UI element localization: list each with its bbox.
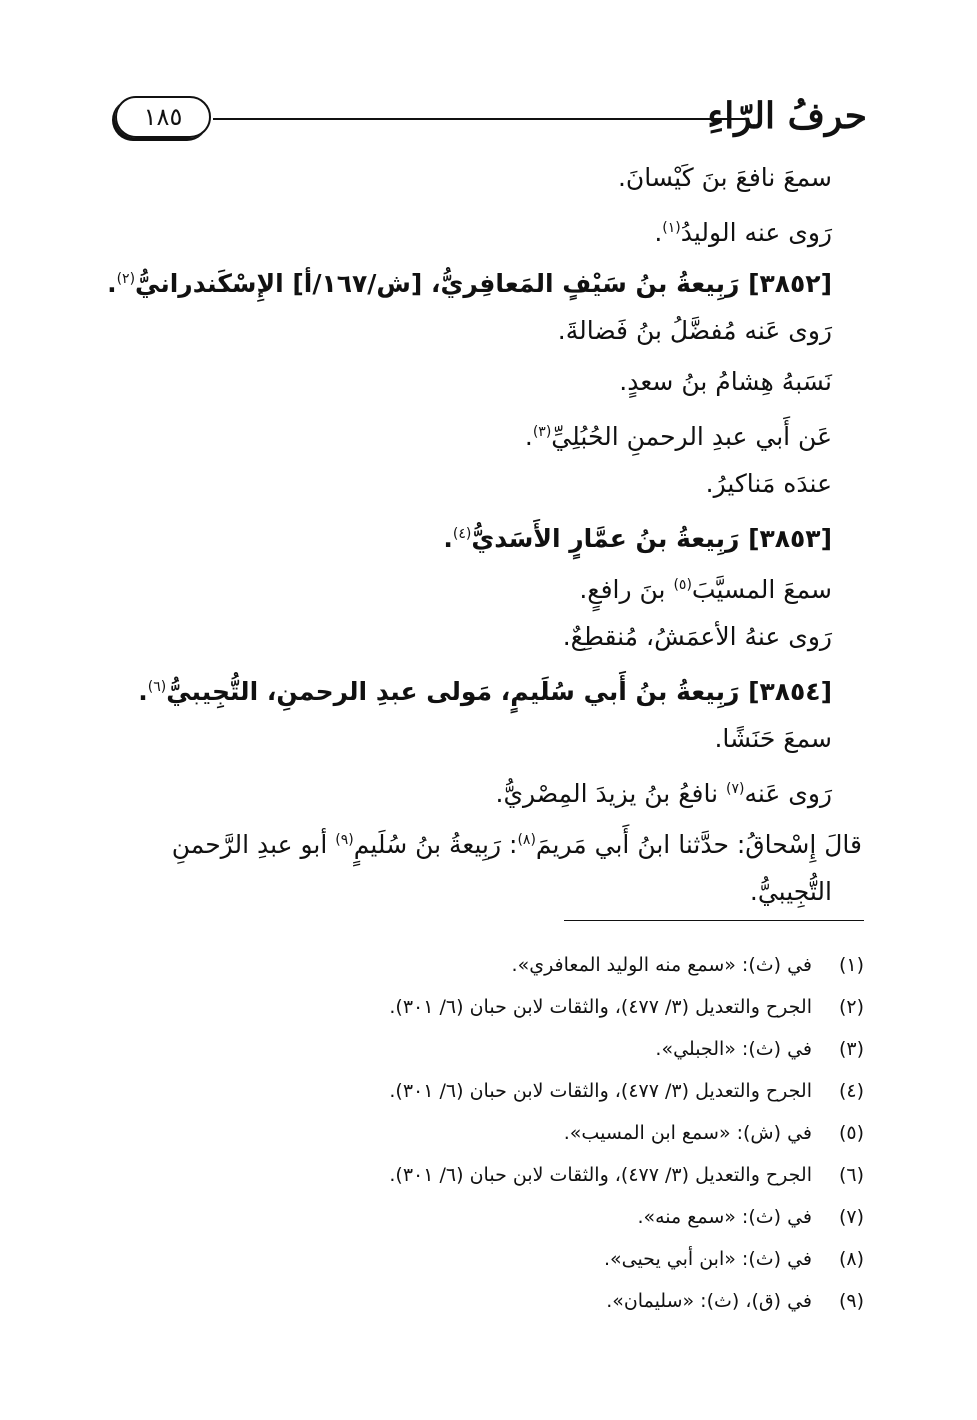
footnote-number: (٢): [838, 996, 864, 1018]
footnote-item: [150, 1280, 864, 1322]
line-text: رَوى عَنه مُفضَّلُ بنُ فَضالةَ.: [557, 316, 832, 345]
footnote-item: [150, 1154, 864, 1196]
text-line: [110, 560, 832, 611]
footnote-number: (٥): [838, 1122, 864, 1144]
line-text: [٣٨٥٢] رَبِيعةُ بنُ سَيْفٍ المَعافِريُّ، [ش/١٦٧/أ] الإِسْكَندرانيُّ: [135, 269, 832, 298]
page-number: ١٨٥: [115, 96, 211, 138]
footnote-number: (٣): [838, 1038, 864, 1060]
footnote-text: الجرح والتعديل (٣/ ٤٧٧)، والثقات لابن حبان (٦/ ٣٠١).: [389, 1164, 812, 1186]
entry-heading: [110, 662, 832, 713]
text-line: [110, 815, 862, 866]
footnote-text: في (ق)، (ث): «سليمان».: [606, 1290, 812, 1312]
line-text: قالَ إِسْحاقُ: حدَّثنا ابنُ أَبي مَريمَ: [535, 830, 862, 859]
text-line: [110, 611, 832, 662]
line-text: رَوى عَنه: [744, 779, 832, 808]
line-tail: نافعُ بنُ يزيدَ المِصْريُّ.: [495, 779, 726, 808]
footnote-ref: (٩): [335, 832, 354, 848]
line-tail: .: [524, 422, 533, 451]
line-text: سمعَ نافعَ بنَ كَيْسانَ.: [617, 163, 832, 192]
footnote-item: [150, 1070, 864, 1112]
footnote-ref: (٧): [726, 781, 745, 797]
footnote-ref: (٦): [147, 679, 167, 695]
text-line: [110, 866, 832, 917]
line-tail: .: [443, 524, 453, 553]
line-text: [٣٨٥٤] رَبِيعةُ بنُ أَبي سُلَيمٍ، مَولى عبدِ الرحمنِ، التُّجِيبيُّ: [166, 677, 832, 706]
text-line: [110, 305, 832, 356]
footnote-ref: (٤): [452, 526, 472, 542]
line-tail: أبو عبدِ الرَّحمنِ: [171, 830, 336, 859]
text-line: [110, 203, 832, 254]
line-text: عَن أَبي عبدِ الرحمنِ الحُبُلِيِّ: [551, 422, 832, 451]
footnote-number: (٤): [838, 1080, 864, 1102]
footnotes: [150, 944, 864, 1322]
footnote-text: في (ش): «سمع ابن المسيب».: [563, 1122, 812, 1144]
footnote-text: في (ث): «سمع منه الوليد المعافري».: [511, 954, 812, 976]
line-text: نَسَبهُ هِشامُ بنُ سعدٍ.: [619, 367, 832, 396]
footnote-item: [150, 986, 864, 1028]
entry-heading: [107, 254, 832, 305]
line-text: [٣٨٥٣] رَبِيعةُ بنُ عمَّارٍ الأَسَديُّ: [471, 524, 832, 553]
footnote-number: (٨): [838, 1248, 864, 1270]
page-header: [115, 92, 867, 144]
line-tail: : رَبِيعةُ بنُ سُلَيمٍ: [353, 830, 518, 859]
text-line: [110, 764, 832, 815]
footnote-number: (٧): [838, 1206, 864, 1228]
line-tail: .: [107, 269, 117, 298]
line-text: سمعَ حَنَشًا.: [714, 724, 832, 753]
line-text: عندَه مَناكيرُ.: [705, 469, 832, 498]
text-line: [110, 356, 832, 407]
line-text: سمعَ المسيَّبَ: [691, 575, 832, 604]
footnote-ref: (٣): [532, 424, 552, 440]
footnote-ref: (٨): [517, 832, 536, 848]
footnote-ref: (٥): [673, 577, 692, 593]
footnote-number: (١): [838, 954, 864, 976]
line-text: التُّجِيبيُّ.: [749, 877, 832, 906]
header-rule: [213, 118, 747, 120]
entry-heading: [110, 509, 832, 560]
footnote-separator: [564, 920, 864, 921]
text-line: [110, 407, 832, 458]
footnote-ref: (٢): [116, 271, 136, 287]
line-text: رَوى عنه الوليدُ: [680, 218, 832, 247]
footnote-text: في (ث): «سمع منه».: [637, 1206, 812, 1228]
line-tail: .: [138, 677, 148, 706]
footnote-text: الجرح والتعديل (٣/ ٤٧٧)، والثقات لابن حبان (٦/ ٣٠١).: [389, 996, 812, 1018]
footnote-text: في (ث): «الجبلي».: [655, 1038, 812, 1060]
footnote-item: [150, 944, 864, 986]
footnote-text: الجرح والتعديل (٣/ ٤٧٧)، والثقات لابن حبان (٦/ ٣٠١).: [389, 1080, 812, 1102]
text-line: [110, 152, 832, 203]
footnote-number: (٩): [838, 1290, 864, 1312]
line-tail: بنَ رافعٍ.: [579, 575, 674, 604]
chapter-title: حرفُ الرّاءِ: [707, 95, 867, 137]
footnote-item: [150, 1028, 864, 1070]
footnote-item: [150, 1196, 864, 1238]
line-text: رَوى عنهُ الأعمَشُ، مُنقطِعٌ.: [562, 622, 832, 651]
text-line: [110, 713, 832, 764]
footnote-item: [150, 1112, 864, 1154]
footnote-ref: (١): [662, 220, 681, 236]
text-line: [110, 458, 832, 509]
line-tail: .: [654, 218, 663, 247]
main-text: [107, 152, 862, 917]
footnote-number: (٦): [838, 1164, 864, 1186]
footnote-text: في (ث): «ابن أبي يحيى».: [603, 1248, 812, 1270]
footnote-item: [150, 1238, 864, 1280]
